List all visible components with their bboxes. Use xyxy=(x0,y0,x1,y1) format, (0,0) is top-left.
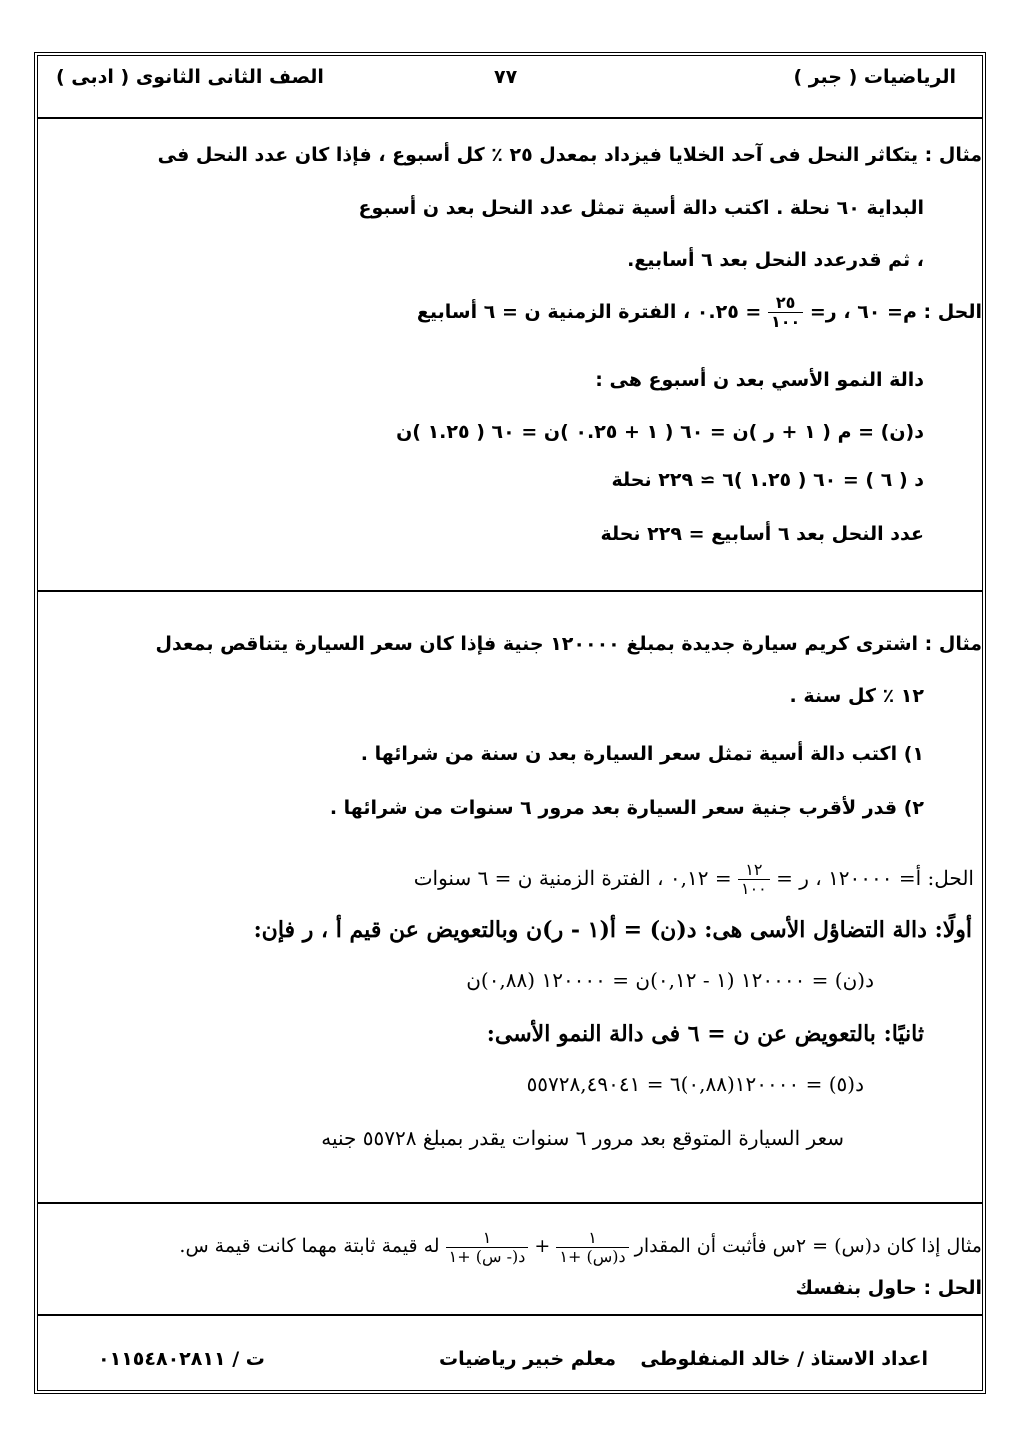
footer-divider xyxy=(38,1314,982,1316)
example1-question-line1: مثال : يتكاثر النحل فى آحد الخلايا فيزداد بمعدل ٢٥ ٪ كل أسبوع ، فإذا كان عدد النحل فى xyxy=(157,144,982,166)
example3-question-part-b: له قيمة ثابتة مهما كانت قيمة س. xyxy=(179,1235,440,1257)
example1-solution-part-b: = ٠.٢٥ ، الفترة الزمنية ن = ٦ أسابيع xyxy=(416,301,762,323)
example2-decay-function-label: أولًا: دالة التضاؤل الأسى هى: د(ن) = أ(١ - ر)ن وبالتعويض عن قيم أ ، ر فإن: xyxy=(253,917,972,943)
example2-substitution-label: ثانيًا: بالتعويض عن ن = ٦ فى دالة النمو الأسى: xyxy=(486,1021,924,1047)
footer-author: اعداد الاستاذ / خالد المنفلوطى xyxy=(640,1348,928,1370)
example3-question xyxy=(179,1226,982,1266)
example2-decay-function-equation: د(ن) = ١٢٠٠٠٠ (١ - ٠,١٢)ن = ١٢٠٠٠٠ (٠,٨٨)ن xyxy=(466,968,874,992)
example1-rate-fraction xyxy=(768,294,803,331)
example3-fraction2-denominator: د(- س) +١ xyxy=(448,1246,526,1266)
example3-fraction-2 xyxy=(446,1229,529,1266)
header-divider xyxy=(38,117,982,119)
header-page-number: ٧٧ xyxy=(494,66,518,88)
example2-result: سعر السيارة المتوقع بعد مرور ٦ سنوات يقدر بمبلغ ٥٥٧٢٨ جنيه xyxy=(321,1126,844,1150)
example2-fraction-denominator: ١٠٠ xyxy=(740,879,767,898)
example3-fraction1-denominator: د(س) +١ xyxy=(559,1246,626,1266)
example2-task2: ٢) قدر لأقرب جنية سعر السيارة بعد مرور ٦ سنوات من شرائها . xyxy=(329,797,924,819)
example2-divider xyxy=(38,1202,982,1204)
example2-rate-fraction xyxy=(738,861,770,898)
example2-solution-part-b: = ٠,١٢ ، الفترة الزمنية ن = ٦ سنوات xyxy=(413,866,732,890)
example2-substitution-equation: د(٥) = ١٢٠٠٠٠(٠,٨٨)٦ = ٥٥٧٢٨,٤٩٠٤١ xyxy=(526,1072,864,1096)
example2-fraction-numerator: ١٢ xyxy=(738,861,770,880)
example2-task1: ١) اكتب دالة أسية تمثل سعر السيارة بعد ن سنة من شرائها . xyxy=(360,743,924,765)
example2-solution-part-a: الحل: أ= ١٢٠٠٠٠ ، ر = xyxy=(776,866,974,890)
example1-question-line3: ، ثم قدرعدد النحل بعد ٦ أسابيع. xyxy=(627,249,924,271)
example3-solution: الحل : حاول بنفسك xyxy=(795,1277,982,1299)
example1-question-line2: البداية ٦٠ نحلة . اكتب دالة أسية تمثل عدد النحل بعد ن أسبوع xyxy=(358,197,924,219)
header-grade: الصف الثانى الثانوى ( ادبى ) xyxy=(56,66,324,88)
example2-question-line2: ١٢ ٪ كل سنة . xyxy=(789,685,924,707)
footer-title: معلم خبير رياضيات xyxy=(439,1348,616,1370)
example3-fraction1-numerator: ١ xyxy=(556,1229,628,1248)
footer-phone: ت / ٠١١٥٤٨٠٢٨١١ xyxy=(98,1348,265,1370)
example3-fraction2-numerator: ١ xyxy=(446,1229,529,1248)
example1-solution-part-a: الحل : ﻡ= ٦٠ ، ر= xyxy=(809,301,982,323)
example1-fraction-denominator: ١٠٠ xyxy=(770,312,801,331)
example2-solution-givens xyxy=(414,858,974,898)
example1-solution-givens xyxy=(417,292,982,332)
example1-divider xyxy=(38,590,982,592)
example1-growth-function-equation: د(ن) = ﻡ ( ١ + ر )ن = ٦٠ ( ١ + ٠.٢٥ )ن = ٦٠ ( ١.٢٥ )ن xyxy=(396,421,924,443)
example3-fraction-1 xyxy=(556,1229,628,1266)
example1-growth-function-label: دالة النمو الأسي بعد ن أسبوع هى : xyxy=(595,369,924,391)
example2-question-line1: مثال : اشترى كريم سيارة جديدة بمبلغ ١٢٠٠٠٠ جنية فإذا كان سعر السيارة يتناقص بمعدل xyxy=(155,633,982,655)
example3-question-part-a: مثال إذا كان د(س) = ٢س فأثبت أن المقدار xyxy=(634,1235,982,1257)
example1-result: عدد النحل بعد ٦ أسابيع = ٢٢٩ نحلة xyxy=(600,523,924,545)
header-subject: الرياضيات ( جبر ) xyxy=(793,66,956,88)
example1-fraction-numerator: ٢٥ xyxy=(768,294,803,313)
example1-evaluation: د ( ٦ ) = ٦٠ ( ١.٢٥ )٦ ≃ ٢٢٩ نحلة xyxy=(611,469,924,491)
example3-plus-sign: + xyxy=(534,1235,551,1257)
